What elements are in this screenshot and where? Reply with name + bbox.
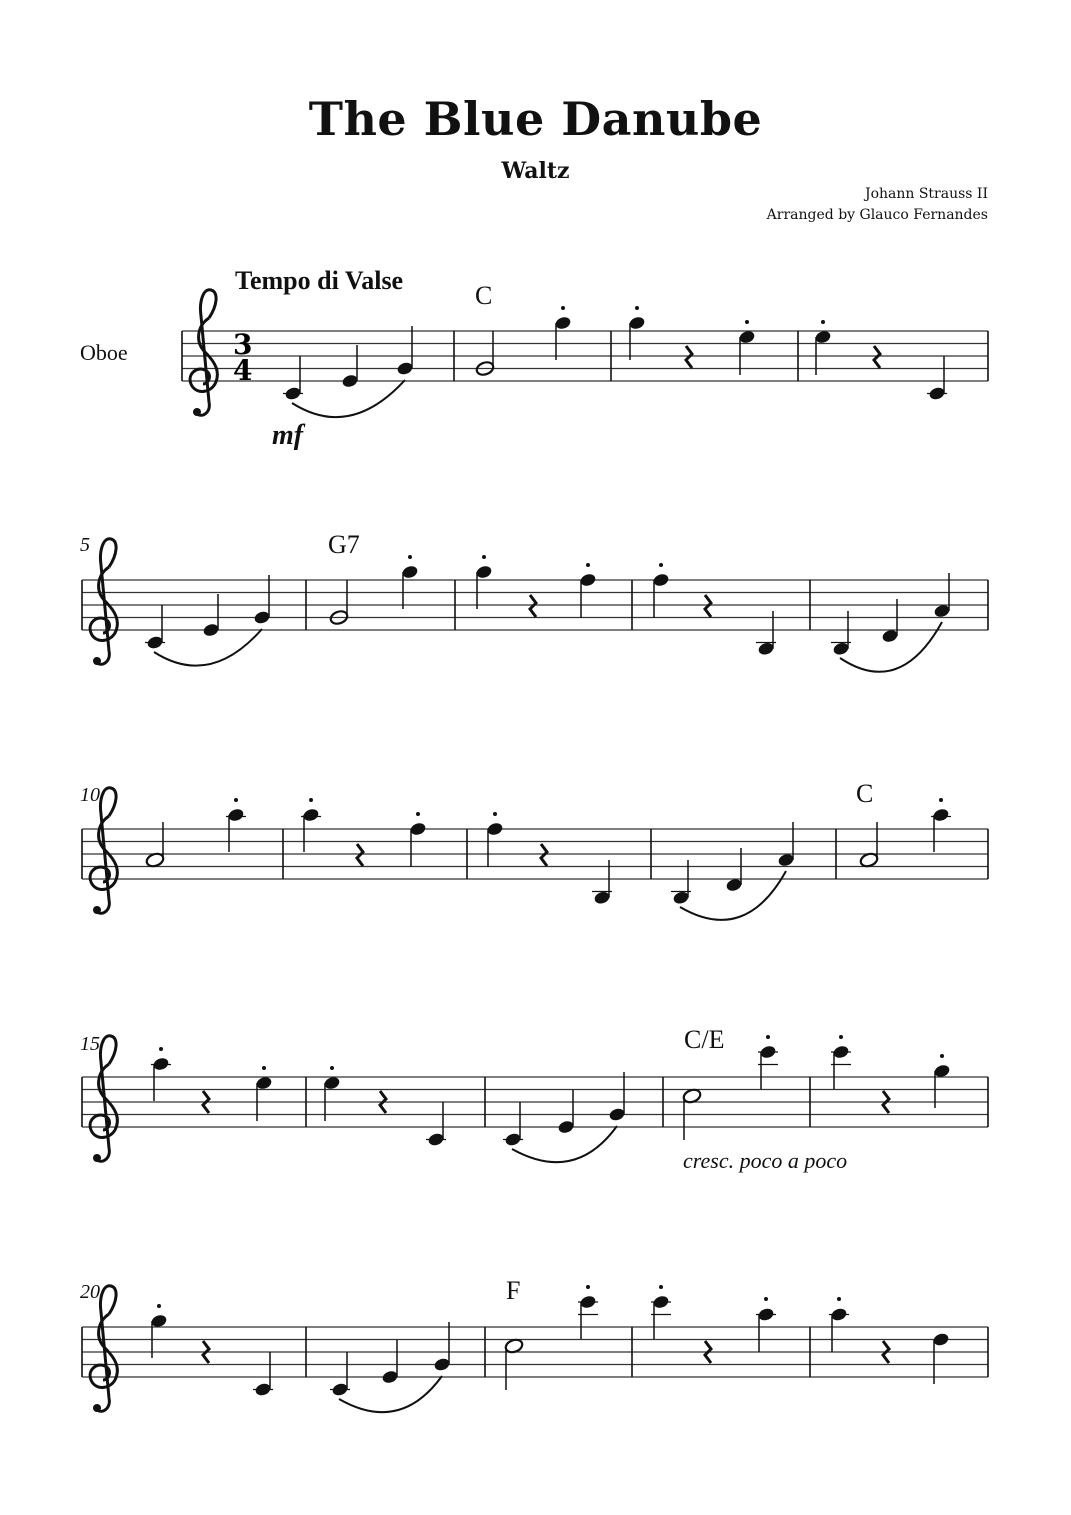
time-signature-bottom: 4: [233, 354, 253, 387]
treble-clef-icon: [90, 788, 117, 914]
staff-system-3: [82, 788, 988, 920]
measure-number: 5: [80, 534, 90, 556]
chord-symbol: F: [506, 1276, 521, 1305]
staff-system-5: [82, 1285, 988, 1412]
chord-symbol: C/E: [684, 1025, 725, 1054]
arranger-credit: Arranged by Glauco Fernandes: [766, 207, 988, 223]
instrument-name: Oboe: [80, 340, 128, 365]
page-subtitle: Waltz: [501, 158, 570, 184]
chord-symbol: C: [856, 779, 874, 808]
measure-number: 15: [80, 1033, 100, 1055]
treble-clef-icon: [190, 290, 217, 416]
dynamic-mf: mf: [272, 420, 304, 451]
page-title: The Blue Danube: [308, 92, 763, 146]
treble-clef-icon: [90, 1036, 117, 1162]
chord-symbol: C: [475, 281, 493, 310]
staff-system-4: [82, 1035, 988, 1162]
tempo-marking: Tempo di Valse: [235, 266, 404, 295]
staff-system-1: [182, 290, 988, 417]
treble-clef-icon: [90, 539, 117, 665]
dynamic-crescendo-text: cresc. poco a poco: [683, 1148, 848, 1173]
staff-system-2: [82, 539, 988, 672]
composer-credit: Johann Strauss II: [864, 186, 988, 202]
chord-symbol: G7: [328, 530, 360, 559]
treble-clef-icon: [90, 1286, 117, 1412]
time-signature-top: 3: [233, 328, 253, 361]
measure-number: 10: [80, 784, 100, 806]
measure-number: 20: [80, 1281, 100, 1303]
